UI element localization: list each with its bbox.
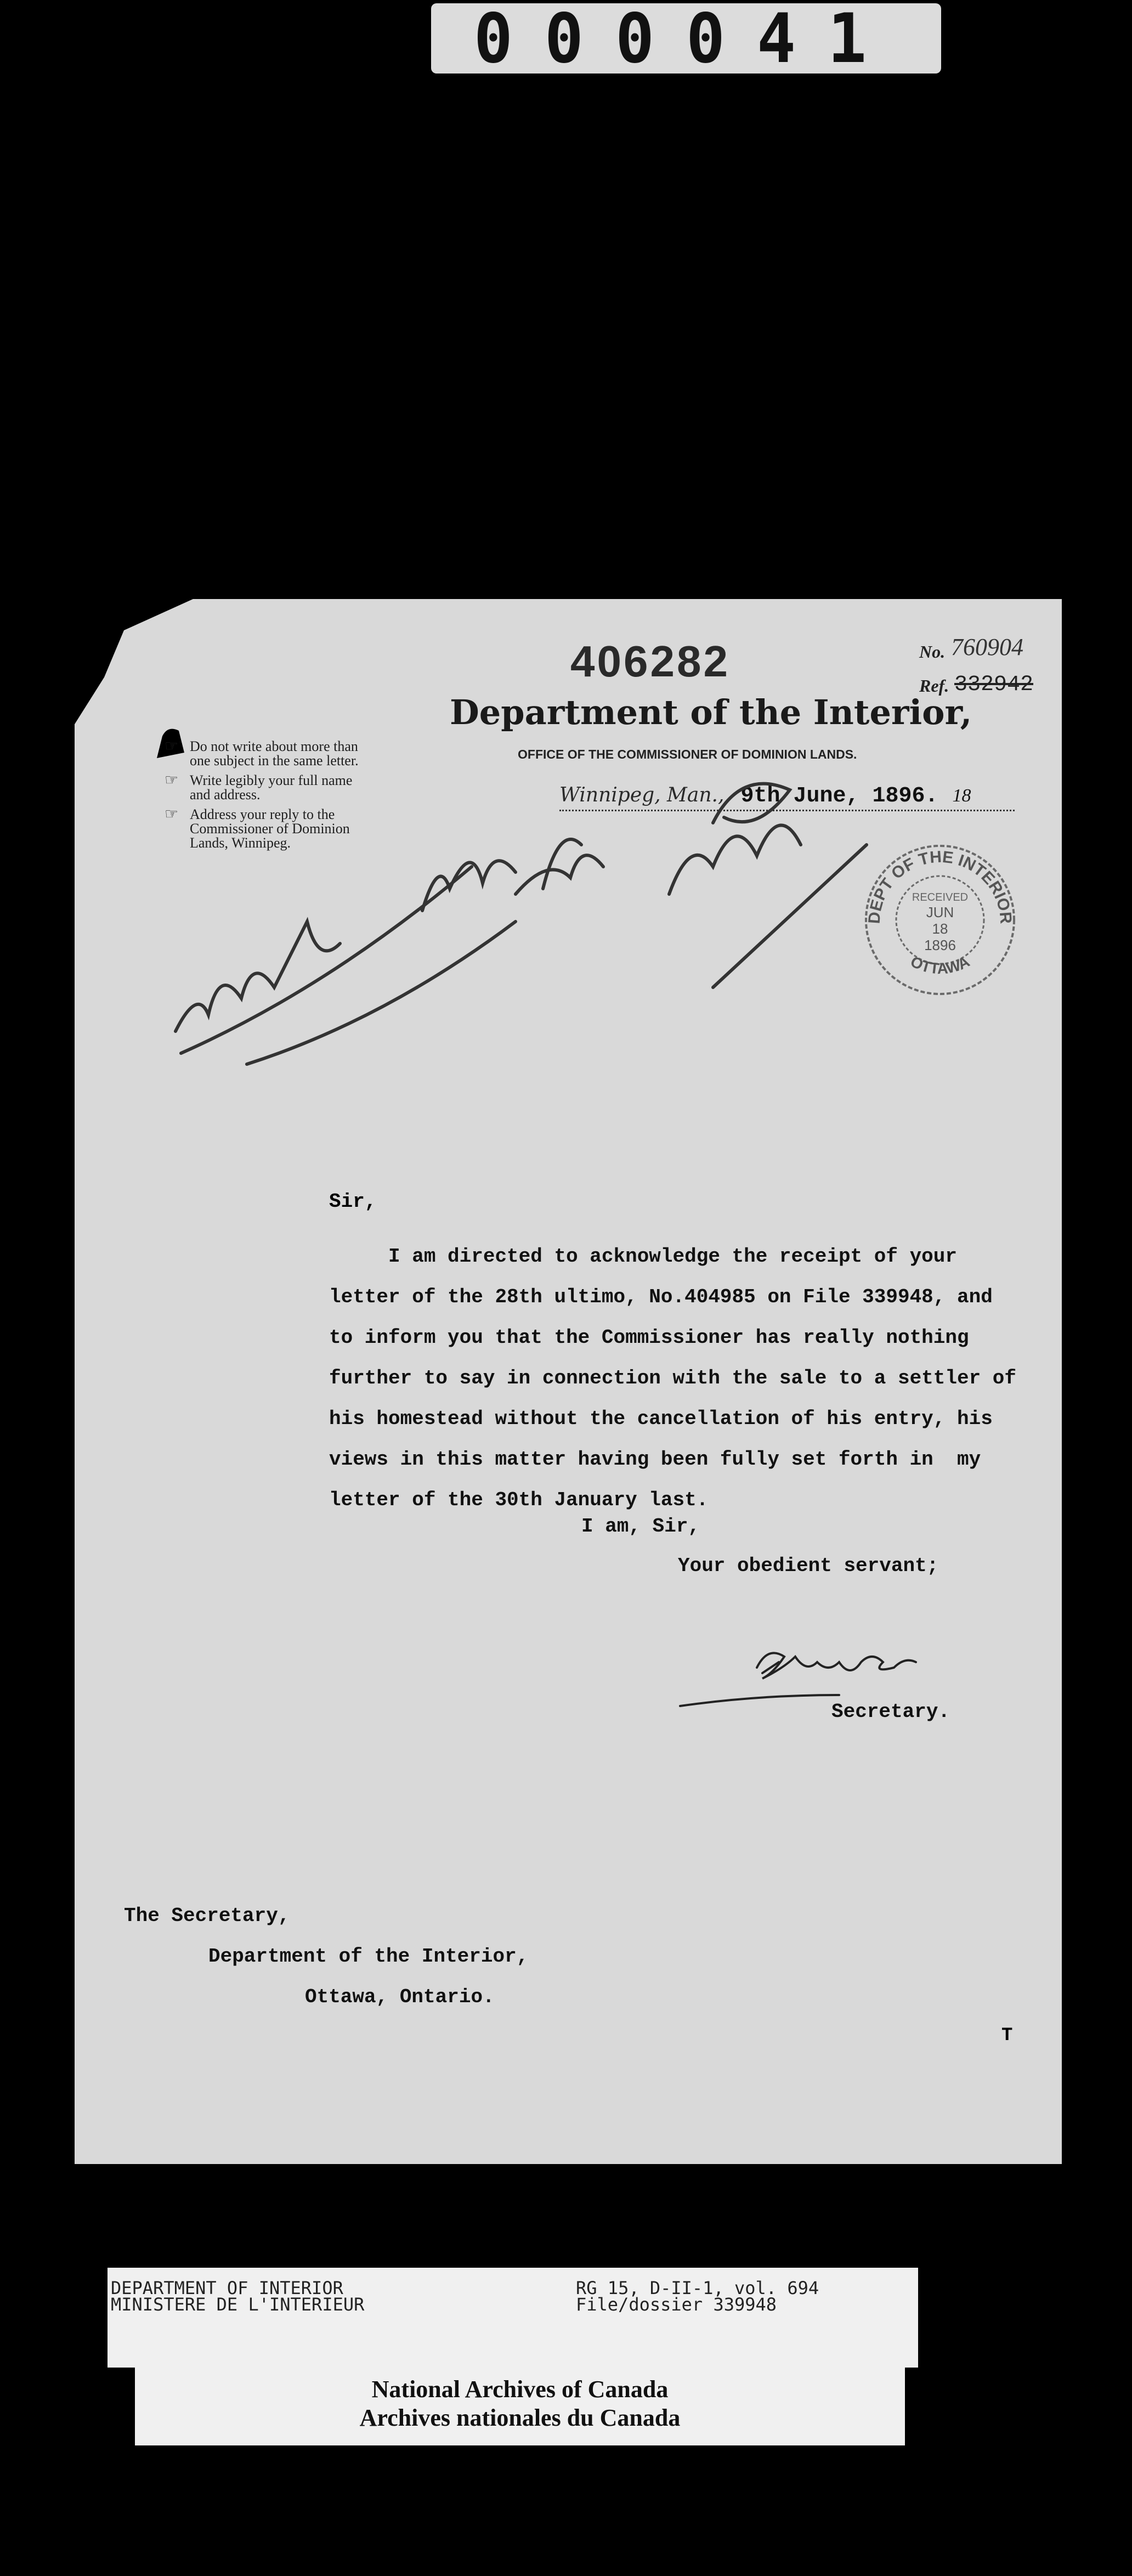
stamp-day: 18 — [932, 920, 948, 937]
handwritten-annotations — [165, 757, 888, 1086]
received-stamp — [858, 840, 1022, 999]
archive-rg: RG 15, D-II-1, vol. 694 — [576, 2278, 819, 2298]
ref-value: 332942 — [954, 673, 1034, 697]
stamp-month: JUN — [926, 904, 954, 920]
office-heading: OFFICE OF THE COMMISSIONER OF DOMINION LANDS. — [518, 747, 857, 761]
national-archives-label — [135, 2363, 905, 2445]
body-line: letter of the 30th January last. — [329, 1489, 709, 1511]
pointing-hand-icon: ☞ — [165, 772, 179, 789]
stamp-bottom-text: OTTAWA — [908, 952, 972, 978]
stamp-received: RECEIVED — [912, 891, 969, 903]
body-line: I am directed to acknowledge the receipt of your — [329, 1245, 957, 1268]
stamp-top-text: DEPT OF THE INTERIOR — [865, 848, 1015, 925]
pointing-hand-icon: ☞ — [165, 738, 179, 755]
stamp-year: 1896 — [924, 937, 956, 953]
closing: I am, Sir, — [581, 1515, 700, 1538]
body-line: to inform you that the Commissioner has really nothing — [329, 1326, 969, 1349]
no-label: No. — [919, 642, 946, 662]
ref-label: Ref. — [919, 676, 949, 696]
pointing-hand-icon: ☞ — [165, 806, 179, 823]
archive-dept-en: DEPARTMENT OF INTERIOR — [111, 2278, 343, 2298]
complimentary-close: Your obedient servant; — [678, 1555, 939, 1577]
salutation: Sir, — [329, 1190, 377, 1213]
archive-name-en: National Archives of Canada — [371, 2376, 669, 2403]
stamped-letter-number: 406282 — [570, 637, 730, 686]
typist-initial: T — [1001, 2025, 1013, 2046]
body-line: further to say in connection with the sale to a settler of — [329, 1367, 1017, 1389]
archive-reference-label — [107, 2268, 918, 2368]
svg-text:OTTAWA — [908, 953, 972, 977]
instruction-item: ☞ Do not write about more than one subject in the same letter. — [165, 738, 359, 769]
body-line: letter of the 28th ultimo, No.404985 on File 339948, and — [329, 1286, 993, 1308]
archive-file: File/dossier 339948 — [576, 2294, 777, 2315]
recipient-line: The Secretary, — [124, 1905, 290, 1927]
archive-dept-fr: MINISTERE DE L'INTERIEUR — [111, 2294, 365, 2315]
instruction-item: ☞ Address your reply to the Commissioner of Dominion Lands, Winnipeg. — [165, 806, 350, 851]
archive-name-fr: Archives nationales du Canada — [359, 2404, 681, 2431]
letter-date: 9th June, 1896. — [740, 784, 938, 809]
department-heading: Department of the Interior, — [450, 692, 972, 732]
frame-number: 000041 — [473, 0, 899, 78]
recipient-line: Ottawa, Ontario. — [305, 1986, 495, 2008]
body-line: views in this matter having been fully set forth in my — [329, 1448, 981, 1471]
frame-counter — [431, 0, 941, 78]
instruction-item: ☞ Write legibly your full name and address. — [165, 772, 353, 803]
year-suffix: 18 — [952, 786, 971, 806]
body-line: his homestead without the cancellation of his entry, his — [329, 1408, 993, 1430]
signature-title: Secretary. — [831, 1701, 950, 1723]
recipient-line: Department of the Interior, — [208, 1945, 529, 1968]
no-value: 760904 — [951, 634, 1023, 660]
place: Winnipeg, Man., — [559, 784, 725, 806]
